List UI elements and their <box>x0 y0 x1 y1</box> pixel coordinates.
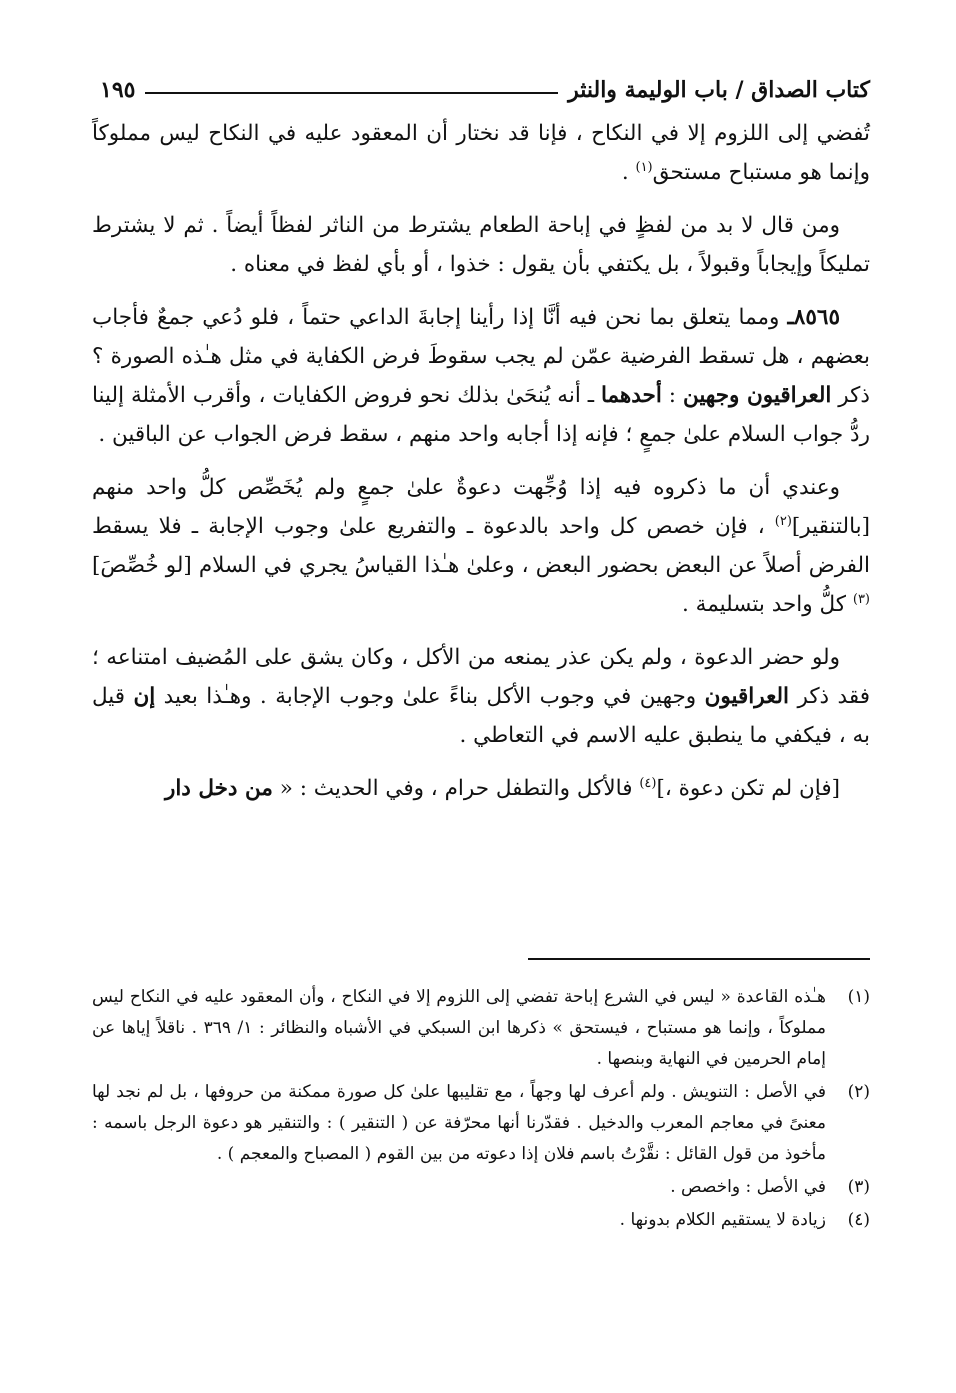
p1-end: . <box>621 160 636 185</box>
p5-bold-1: العراقيون <box>704 684 790 709</box>
footnotes <box>92 982 870 1238</box>
footnote-number: (٤) <box>847 1210 870 1230</box>
paragraph-4 <box>92 468 870 624</box>
running-title: كتاب الصداق / باب الوليمة والنثر <box>568 77 870 103</box>
p6-bold-1: من دخل دار <box>164 776 273 801</box>
footnote-ref-1: (١) <box>635 159 653 175</box>
p3-bold-1: العراقيون وجهين <box>682 383 832 408</box>
p5-text-c: وجهين في وجوب الأكل بناءً علىٰ وجوب الإجابة . وهـٰذا بعيد <box>155 684 705 709</box>
footnote <box>92 982 870 1075</box>
section-number: ٨٥٦٥ـ <box>787 305 840 330</box>
main-text <box>92 114 870 822</box>
p3-text-a: ومما يتعلق بما نحن فيه أنَّا إذا رأينا إجابةَ الداعي حتماً ، فلو دُعي جمعٌ فأجاب بعضهم ، هل تسقط الفرضية عمّن لم يجب سقوطَ فرض الكفاية في مثل هـٰذه الصورة ؟ ذكر <box>92 305 870 408</box>
p6-text-b: فالأكل والتطفل حرام ، وفي الحديث : « <box>272 776 640 801</box>
footnote-number: (٢) <box>847 1082 870 1102</box>
paragraph-1 <box>92 114 870 192</box>
footnote-text: زيادة لا يستقيم الكلام بدونها . <box>619 1210 826 1230</box>
footnote-ref-2: (٢) <box>774 513 792 529</box>
p4-text-c: كلُّ واحد بتسليمة . <box>682 592 853 617</box>
p3-text-d: ـ أنه يُنحَىٰ بذلك نحو فروض الكفايات ، وأقرب الأمثلة إلينا ردُّ جواب السلام علىٰ جمعٍ ؛ فإنه إذا أجابه واحد منهم ، سقط فرض الجواب عن الباقين . <box>92 383 870 447</box>
paragraph-6 <box>92 769 870 808</box>
p5-text-a: ولو حضر الدعوة ، ولم يكن عذر يمنعه من الأكل ، وكان يشق على المُضيف امتناعه ؛ فقد ذكر <box>92 645 870 709</box>
footnote-separator <box>528 958 870 960</box>
footnote-number: (٣) <box>847 1177 870 1197</box>
page-number: ١٩٥ <box>100 77 136 103</box>
footnote-text: في الأصل : التنويش . ولم أعرف لها وجهاً ، مع تقليبها علىٰ كل صورة ممكنة من حروفها ، بل لم نجد لها معنىً في معاجم المعرب والدخيل . فقدّرنا أنها محرّفة عن ( التنقير ) : والتنقير هو دعوة الرجل باسمه : مأخوذ من قول القائل : نقَّرْتُ باسم فلان إذا دعوته من بين القوم ( المصباح والمعجم ) . <box>92 1082 826 1164</box>
p3-text-c: : <box>661 383 683 408</box>
p6-text-a: [فإن لم تكن دعوة ،] <box>656 776 840 801</box>
p4-text-a: وعندي أن ما ذكروه فيه إذا وُجِّهت دعوةٌ علىٰ جمعٍ ولم يُخَصِّص كلُّ واحد منهم [بالتنقير] <box>92 475 870 539</box>
footnote-text: هـٰذه القاعدة « ليس في الشرع إباحة تفضي إلى اللزوم إلا في النكاح ، وأن المعقود عليه في النكاح ليس مملوكاً ، وإنما هو مستباح ، فيستحق » ذكرها ابن السبكي في الأشباه والنظائر : ١/ ٣٦٩ . ناقلاً إياها عن إمام الحرمين في النهاية وبنصها . <box>92 987 826 1069</box>
footnote <box>92 1172 870 1203</box>
p2-text: ومن قال لا بد من لفظٍ في إباحة الطعام يشترط من الناثر لفظاً أيضاً . ثم لا يشترط تمليكاً وإيجاباً وقبولاً ، بل يكتفي بأن يقول : خذوا ، أو بأي لفظ في معناه . <box>92 213 870 277</box>
p5-bold-2: إن <box>133 684 156 709</box>
page-header <box>100 70 870 110</box>
paragraph-2 <box>92 206 870 284</box>
p5-text-d: قيل به ، فيكفي ما ينطبق عليه الاسم في التعاطي . <box>92 684 870 748</box>
p4-text-b: ، فإن خصص كل واحد بالدعوة ـ والتفريع علىٰ وجوب الإجابة ـ فلا يسقط الفرض أصلاً عن البعض بحضور البعض ، وعلىٰ هـٰذا القياسُ يجري في السلام [لو خُصِّصَ] <box>92 514 870 578</box>
p3-bold-2: أحدهما <box>600 383 662 408</box>
p1-line2: وإنما هو مستباح مستحق <box>652 160 870 185</box>
footnote-ref-4: (٤) <box>639 775 657 791</box>
footnote <box>92 1205 870 1236</box>
footnote <box>92 1077 870 1170</box>
p1-line1: تُفضي إلى اللزوم إلا في النكاح ، فإنا قد نختار أن المعقود عليه في النكاح ليس مملوكاً <box>92 121 870 146</box>
paragraph-5 <box>92 638 870 755</box>
footnote-ref-3: (٣) <box>852 591 870 607</box>
footnote-text: في الأصل : واخصص . <box>670 1177 826 1197</box>
paragraph-3 <box>92 298 870 454</box>
footnote-number: (١) <box>847 987 870 1007</box>
header-rule <box>145 92 558 94</box>
